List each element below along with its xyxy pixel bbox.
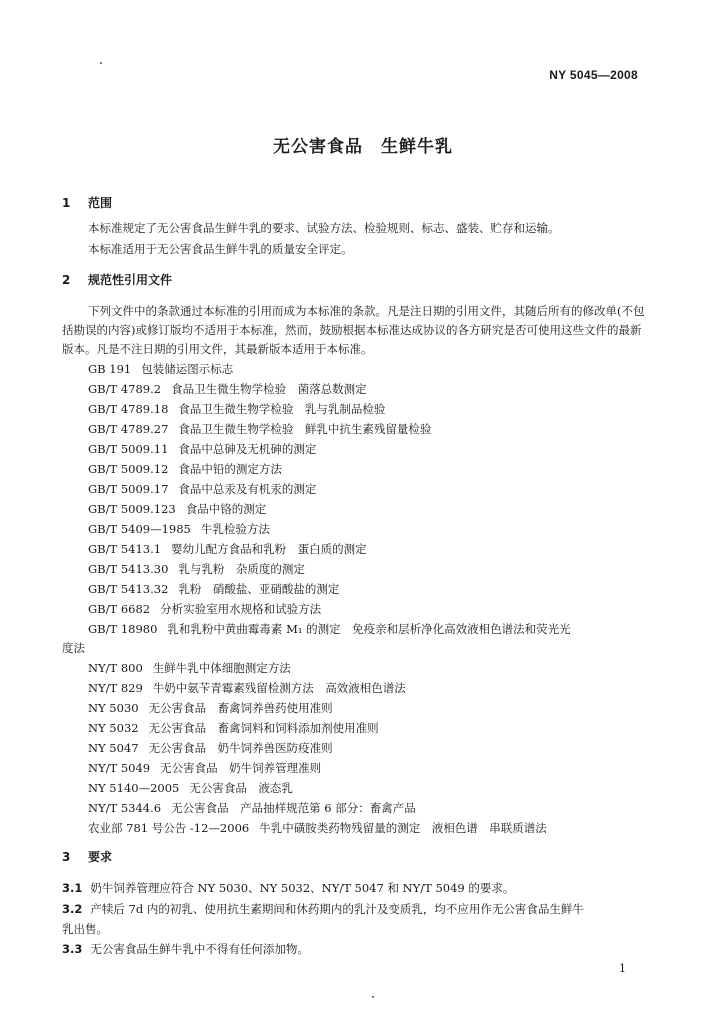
reference-item bbox=[88, 401, 385, 417]
reference-item bbox=[88, 581, 339, 597]
scan-speck bbox=[100, 62, 102, 64]
reference-title: 无公害食品 液态乳 bbox=[189, 781, 293, 795]
reference-item bbox=[88, 461, 282, 477]
reference-item bbox=[88, 541, 367, 557]
reference-item bbox=[88, 700, 333, 716]
reference-code: GB/T 4789.2 bbox=[88, 382, 162, 396]
reference-title: 乳与乳粉 杂质度的测定 bbox=[178, 562, 305, 576]
reference-title: 生鲜牛乳中体细胞测定方法 bbox=[152, 661, 291, 675]
reference-code: NY/T 829 bbox=[88, 681, 143, 695]
clause-3-1 bbox=[62, 880, 514, 896]
section-number: 3 bbox=[62, 850, 71, 864]
reference-item bbox=[88, 561, 305, 577]
section-1-heading bbox=[62, 194, 112, 211]
reference-title: 乳粉 硝酸盐、亚硝酸盐的测定 bbox=[178, 582, 340, 596]
reference-title: 食品中总汞及有机汞的测定 bbox=[178, 482, 317, 496]
reference-title: 牛乳检验方法 bbox=[200, 522, 270, 536]
clause-number: 3.2 bbox=[62, 902, 83, 916]
reference-continuation: 度法 bbox=[62, 641, 85, 655]
reference-title: 无公害食品 畜禽饲料和饲料添加剂使用准则 bbox=[148, 721, 379, 735]
reference-item bbox=[88, 501, 266, 517]
reference-title: 无公害食品 畜禽饲养兽药使用准则 bbox=[148, 701, 333, 715]
section-number: 2 bbox=[62, 273, 71, 287]
reference-code: NY/T 5049 bbox=[88, 761, 151, 775]
clause-3-2 bbox=[62, 901, 584, 917]
section-2-heading bbox=[62, 271, 172, 288]
clause-number: 3.3 bbox=[62, 942, 83, 956]
reference-title: 包装储运图示标志 bbox=[141, 362, 234, 376]
reference-code: GB 191 bbox=[88, 362, 132, 376]
reference-item bbox=[88, 760, 321, 776]
section-title: 要求 bbox=[88, 850, 113, 864]
reference-title: 乳和乳粉中黄曲霉毒素 M₁ 的测定 免疫亲和层析净化高效液相色谱法和荧光光 bbox=[167, 622, 571, 636]
reference-item bbox=[88, 621, 571, 637]
clause-3-3 bbox=[62, 941, 309, 957]
section-2-intro: 下列文件中的条款通过本标准的引用而成为本标准的条款。凡是注日期的引用文件，其随后所有的修改单(不包括勘误的内容)或修订版均不适用于本标准，然而，鼓励根据本标准达成协议的各方研究是否可使用这些文件的最新版本。凡是不注日期的引用文件，其最新版本适用于本标准。 bbox=[62, 304, 645, 356]
reference-item bbox=[88, 381, 367, 397]
scan-speck bbox=[372, 996, 374, 998]
reference-title: 食品卫生微生物学检验 菌落总数测定 bbox=[171, 382, 367, 396]
reference-item bbox=[88, 421, 431, 437]
reference-code: GB/T 5413.30 bbox=[88, 562, 169, 576]
reference-item bbox=[88, 740, 333, 756]
reference-item bbox=[88, 361, 233, 377]
clause-text: 无公害食品生鲜牛乳中不得有任何添加物。 bbox=[90, 942, 309, 956]
reference-title: 分析实验室用水规格和试验方法 bbox=[160, 602, 322, 616]
reference-item bbox=[88, 720, 379, 736]
reference-item bbox=[88, 660, 291, 676]
reference-item bbox=[88, 601, 321, 617]
reference-code: GB/T 5409—1985 bbox=[88, 522, 191, 536]
clause-text: 奶牛饲养管理应符合 NY 5030、NY 5032、NY/T 5047 和 NY/T 5049 的要求。 bbox=[90, 881, 515, 895]
reference-code: NY 5047 bbox=[88, 741, 139, 755]
reference-title: 食品中总砷及无机砷的测定 bbox=[178, 442, 317, 456]
reference-item bbox=[88, 680, 406, 696]
reference-title: 牛奶中氨苄青霉素残留检测方法 高效液相色谱法 bbox=[152, 681, 406, 695]
page-number: 1 bbox=[619, 962, 626, 975]
reference-code: NY 5032 bbox=[88, 721, 139, 735]
section-1-para-2: 本标准适用于无公害食品生鲜牛乳的质量安全评定。 bbox=[88, 242, 353, 256]
reference-code: NY/T 5344.6 bbox=[88, 801, 162, 815]
reference-code: GB/T 18980 bbox=[88, 622, 158, 636]
reference-code: GB/T 6682 bbox=[88, 602, 151, 616]
reference-code: GB/T 5009.123 bbox=[88, 502, 176, 516]
section-1-para-1: 本标准规定了无公害食品生鲜牛乳的要求、试验方法、检验规则、标志、盛装、贮存和运输。 bbox=[88, 221, 560, 235]
reference-title: 无公害食品 奶牛饲养管理准则 bbox=[160, 761, 322, 775]
reference-code: NY/T 800 bbox=[88, 661, 143, 675]
reference-title: 食品卫生微生物学检验 鲜乳中抗生素残留量检验 bbox=[178, 422, 432, 436]
reference-item bbox=[88, 481, 316, 497]
reference-title: 食品中铅的测定方法 bbox=[178, 462, 282, 476]
clause-number: 3.1 bbox=[62, 881, 83, 895]
section-title: 范围 bbox=[88, 196, 113, 210]
reference-title: 牛乳中磺胺类药物残留量的测定 液相色谱 串联质谱法 bbox=[259, 821, 547, 835]
reference-title: 食品中铬的测定 bbox=[185, 502, 267, 516]
reference-code: GB/T 4789.27 bbox=[88, 422, 169, 436]
title-part2: 生鲜牛乳 bbox=[381, 137, 453, 157]
reference-code: GB/T 5009.17 bbox=[88, 482, 169, 496]
standard-code: NY 5045—2008 bbox=[549, 68, 638, 82]
reference-item bbox=[88, 521, 270, 537]
section-title: 规范性引用文件 bbox=[88, 273, 173, 287]
section-number: 1 bbox=[62, 196, 71, 210]
reference-item bbox=[88, 800, 416, 816]
reference-code: GB/T 5009.12 bbox=[88, 462, 169, 476]
reference-item bbox=[88, 441, 316, 457]
reference-code: 农业部 781 号公告 -12—2006 bbox=[88, 821, 250, 835]
reference-code: NY 5140—2005 bbox=[88, 781, 180, 795]
reference-item bbox=[88, 820, 547, 836]
reference-code: GB/T 5413.1 bbox=[88, 542, 162, 556]
reference-item bbox=[88, 780, 293, 796]
reference-code: GB/T 5413.32 bbox=[88, 582, 169, 596]
reference-code: NY 5030 bbox=[88, 701, 139, 715]
reference-code: GB/T 5009.11 bbox=[88, 442, 169, 456]
reference-code: GB/T 4789.18 bbox=[88, 402, 169, 416]
clause-text: 产犊后 7d 内的初乳、使用抗生素期间和休药期内的乳汁及变质乳，均不应用作无公害食品生鲜牛 bbox=[90, 902, 584, 916]
document-title bbox=[0, 132, 726, 157]
reference-title: 无公害食品 奶牛饲养兽医防疫准则 bbox=[148, 741, 333, 755]
section-3-heading bbox=[62, 848, 112, 865]
title-part1: 无公害食品 bbox=[273, 137, 363, 157]
reference-title: 婴幼儿配方食品和乳粉 蛋白质的测定 bbox=[171, 542, 367, 556]
reference-title: 食品卫生微生物学检验 乳与乳制品检验 bbox=[178, 402, 386, 416]
clause-3-2-continuation: 乳出售。 bbox=[62, 922, 108, 936]
reference-title: 无公害食品 产品抽样规范第 6 部分：畜禽产品 bbox=[171, 801, 416, 815]
